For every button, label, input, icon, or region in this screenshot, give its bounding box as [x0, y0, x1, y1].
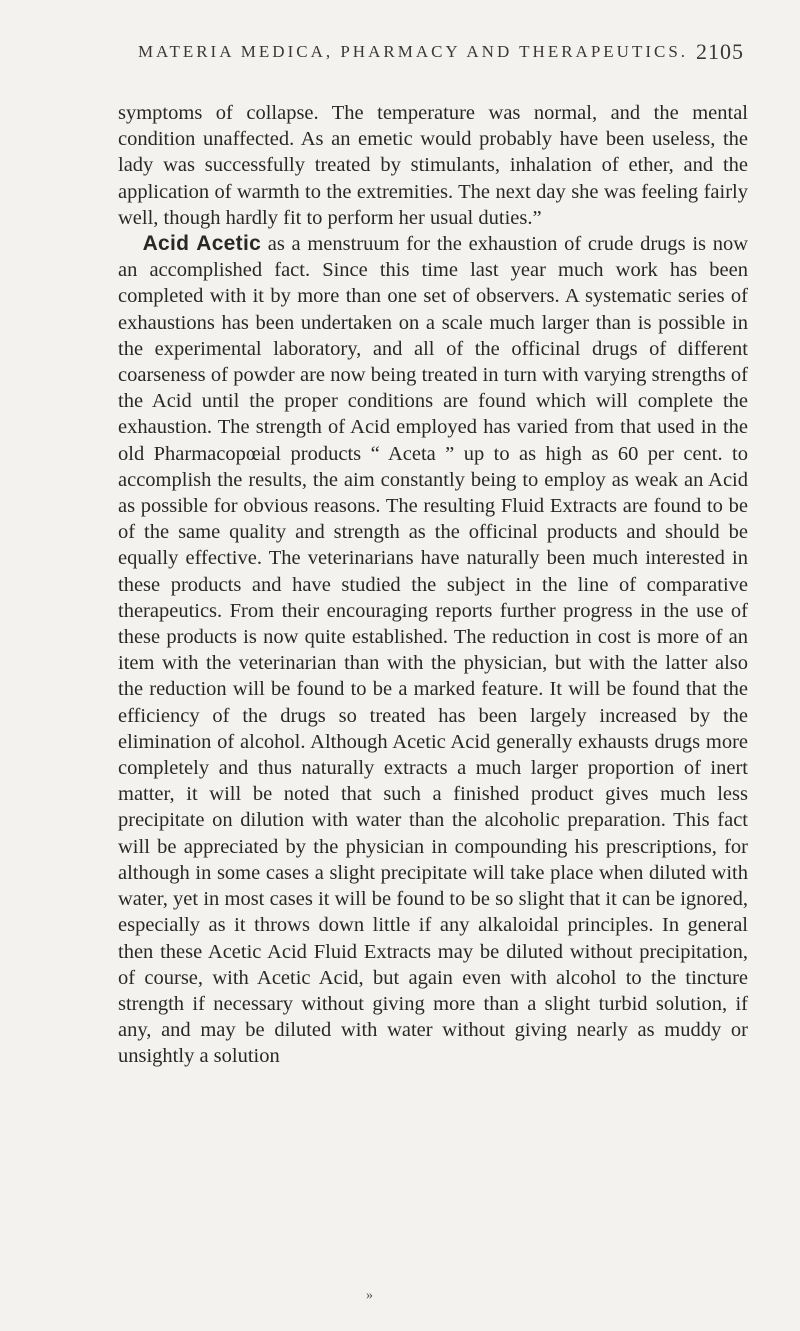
acid-acetic-text: as a menstruum for the exhaustion of crude drugs is now an accomplished fact. Since this time last year much work has been completed with it by more than one set of observers. A systematic series of exhaustions has been undertaken on a scale much larger than is possible in the experimental laboratory, and all of the officinal drugs of different coarseness of powder are now being treated in turn with varying strengths of the Acid until the proper conditions are found which will complete the exhaustion. The strength of Acid employed has varied from that used in the old Pharmacopœial products “ Aceta ” up to as high as 60 per cent. to accomplish the results, the aim constantly being to employ as weak an Acid as possible for obvious reasons. The resulting Fluid Extracts are found to be of the same quality and strength as the officinal products and should be equally effective. The veterinarians have naturally been much interested in these products and have studied the subject in the line of comparative therapeutics. From their encouraging reports further progress in the use of these products is now quite established. The reduction in cost is more of an item with the veterinarian than with the physician, but with the latter also the reduction will be found to be a marked feature. It will be found that the efficiency of the drugs so treated has been largely increased by the elimination of alcohol. Although Acetic Acid generally exhausts drugs more completely and thus naturally extracts a much larger proportion of inert matter, it will be noted that such a finished product gives much less precipitate on dilution with water than the alcoholic preparation. This fact will be appreciated by the physician in compounding his prescriptions, for although in some cases a slight precipitate will take place when diluted with water, yet in most cases it will be found to be so slight that it can be ignored, especially as it throws down little if any alkaloidal principles. In general then these Acetic Acid Fluid Extracts may be diluted without precipitation, of course, with Acetic Acid, but again even with alcohol to the tincture strength if necessary without giving more than a slight turbid solution, if any, and may be diluted with water without giving nearly as muddy or unsightly a solution [118, 233, 748, 1068]
acid-acetic-paragraph [118, 231, 748, 1070]
page-number: 2105 [696, 39, 744, 64]
book-page [118, 30, 748, 1320]
page-mark: » [366, 1288, 373, 1303]
body-text [118, 100, 748, 1070]
section-heading: Acid Acetic [142, 232, 262, 256]
running-header [118, 30, 748, 74]
continued-paragraph: symptoms of collapse. The temperature was normal, and the mental condition unaffected. As an emetic would probably have been useless, the lady was successfully treated by stimulants, inhalation of ether, and the application of warmth to the extremities. The next day she was feeling fairly well, though hardly fit to perform her usual duties.” [118, 102, 748, 229]
running-title: MATERIA MEDICA, PHARMACY AND THERAPEUTICS. [137, 42, 689, 61]
